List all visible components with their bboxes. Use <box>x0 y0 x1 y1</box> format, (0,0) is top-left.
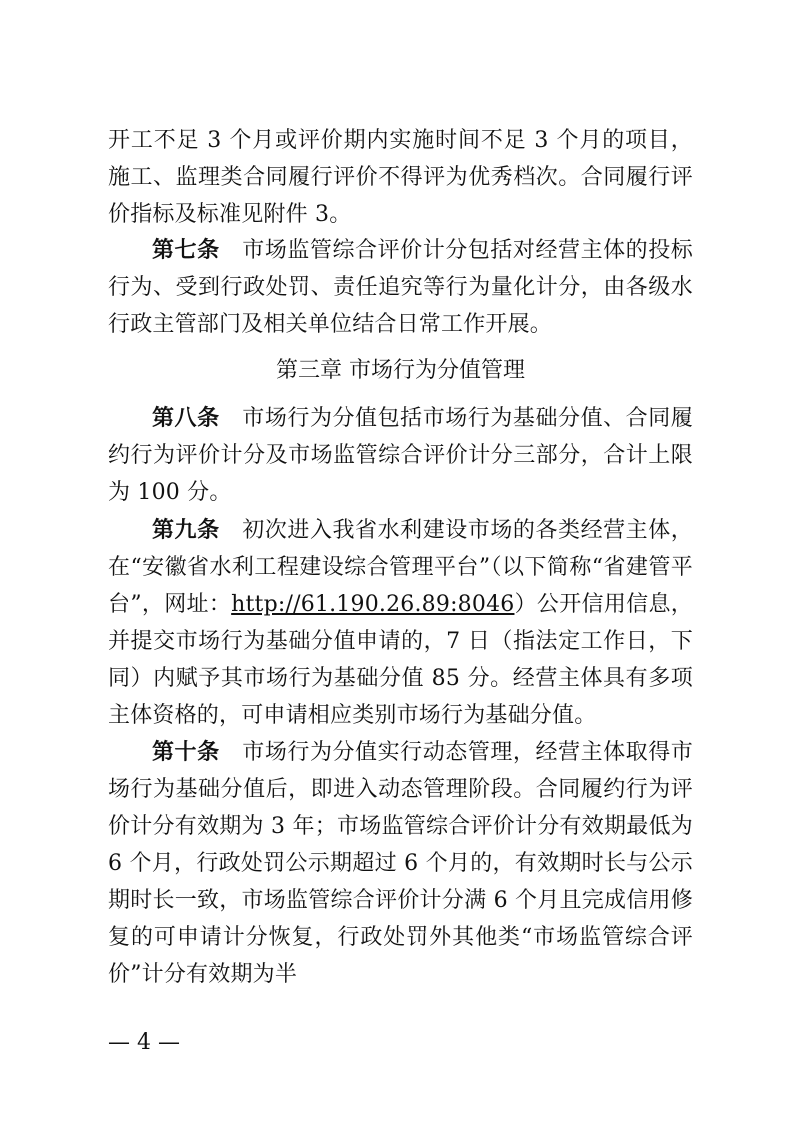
article-7-number: 第七条 <box>152 238 220 263</box>
article-9-number: 第九条 <box>152 518 220 543</box>
page-number: — 4 — <box>108 1030 180 1055</box>
article-9-text-before: 初次进入我省水利建设市场的各类经营主体，在“安徽省水利工程建设综合管理平台”（以下简称“省建管平台”，网址： <box>108 518 693 617</box>
article-9 <box>108 512 693 734</box>
article-10-text: 市场行为分值实行动态管理，经营主体取得市场行为基础分值后，即进入动态管理阶段。合同履约行为评价计分有效期为 3 年；市场监管综合评价计分有效期最低为 6 个月，行政处罚公示期超过 6 个月的，有效期时长与公示期时长一致，市场监管综合评价计分满 6 个月且完成信用修复的可申请计分恢复，行政处罚外其他类“市场监管综合评价”计分有效期为半 <box>108 740 693 987</box>
paragraph-1 <box>108 122 693 233</box>
article-7 <box>108 232 693 343</box>
article-10-number: 第十条 <box>152 740 220 765</box>
platform-url-link[interactable]: http://61.190.26.89:8046 <box>231 592 515 617</box>
article-8-text: 市场行为分值包括市场行为基础分值、合同履约行为评价计分及市场监管综合评价计分三部分，合计上限为 100 分。 <box>108 406 693 505</box>
article-8 <box>108 400 693 511</box>
article-8-number: 第八条 <box>152 406 220 431</box>
paragraph-1-text: 开工不足 3 个月或评价期内实施时间不足 3 个月的项目，施工、监理类合同履行评价不得评为优秀档次。合同履行评价指标及标准见附件 3。 <box>108 128 693 227</box>
chapter-heading: 第三章 市场行为分值管理 <box>276 358 525 383</box>
article-10 <box>108 734 693 993</box>
article-7-text: 市场监管综合评价计分包括对经营主体的投标行为、受到行政处罚、责任追究等行为量化计分，由各级水行政主管部门及相关单位结合日常工作开展。 <box>108 238 693 337</box>
article-9-text-after: ）公开信用信息，并提交市场行为基础分值申请的，7 日（指法定工作日，下同）内赋予其市场行为基础分值 85 分。经营主体具有多项主体资格的，可申请相应类别市场行为基础分值。 <box>108 592 693 728</box>
